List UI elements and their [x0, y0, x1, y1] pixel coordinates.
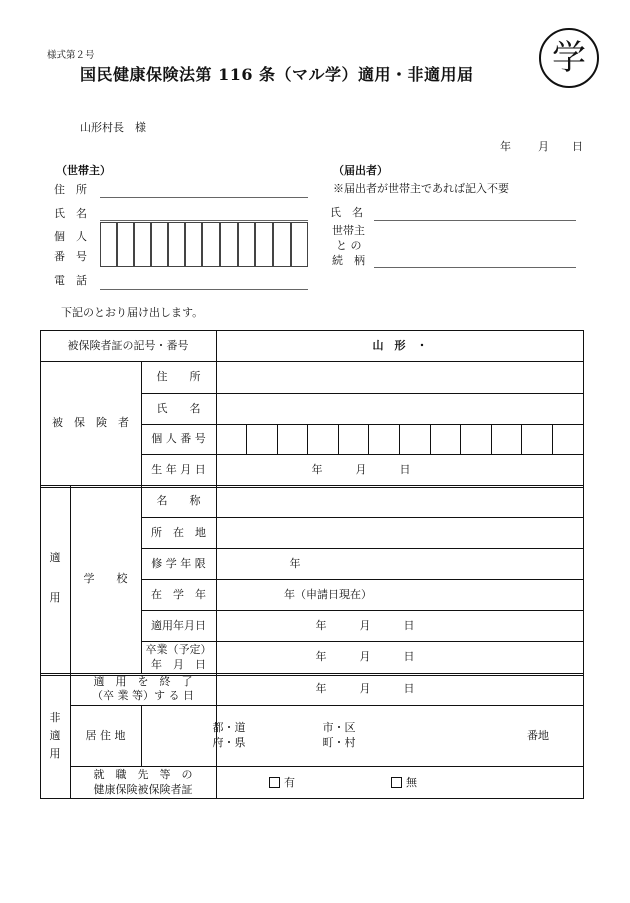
insurance-number-value[interactable]: 山 形 ・ [372, 338, 428, 352]
prefecture-label-1: 都・道 [212, 721, 246, 735]
householder-phone-field[interactable] [100, 289, 308, 290]
digit-divider [552, 424, 553, 454]
householder-id-label-2: 番 号 [54, 250, 87, 263]
digit-box[interactable] [185, 222, 202, 267]
city-label [314, 720, 364, 752]
no-option[interactable] [384, 766, 424, 799]
end-date-label [70, 673, 216, 705]
digit-divider [368, 424, 369, 454]
no-label: 無 [406, 775, 417, 789]
householder-id-label-1: 個 人 [54, 230, 87, 243]
relationship-field[interactable] [374, 267, 576, 268]
relationship-label-2: と の [336, 239, 362, 252]
employer-insurance-label-1: 就 職 先 等 の [93, 768, 193, 782]
digit-box[interactable] [202, 222, 220, 267]
employer-insurance-label-2: 健康保険被保険者証 [93, 782, 193, 796]
divider [70, 705, 584, 706]
date-month[interactable]: 月 [538, 140, 549, 153]
yes-option[interactable] [262, 766, 302, 799]
non-applicable-char-3: 用 [49, 747, 61, 761]
submitter-note: ※届出者が世帯主であれば記入不要 [333, 182, 509, 195]
insured-birth-label: 生 年 月 日 [151, 462, 206, 476]
graduation-label-2: 年 月 日 [151, 658, 206, 671]
householder-heading: （世帯主） [56, 164, 111, 177]
digit-divider [491, 424, 492, 454]
non-applicable-char-2: 適 [49, 729, 61, 743]
non-applicable-char-1: 非 [49, 711, 61, 725]
insured-personal-number-label: 個 人 番 号 [151, 432, 206, 446]
householder-address-label: 住 所 [54, 183, 87, 196]
householder-name-label: 氏 名 [54, 207, 87, 220]
graduation-value[interactable]: 年 月 日 [315, 650, 415, 664]
employer-insurance-label [70, 766, 216, 799]
digit-box[interactable] [134, 222, 151, 267]
insured-name-label: 氏 名 [156, 401, 201, 415]
digit-divider [277, 424, 278, 454]
digit-box[interactable] [273, 222, 291, 267]
addressee: 山形村長 様 [80, 121, 146, 134]
school-label: 学 校 [83, 572, 128, 586]
date-day[interactable]: 日 [572, 140, 583, 153]
prefecture-label-2: 府・県 [212, 736, 246, 749]
digit-box[interactable] [168, 222, 185, 267]
intro-text: 下記のとおり届け出します。 [61, 306, 204, 319]
school-location-label: 所 在 地 [151, 525, 206, 539]
digit-box[interactable] [255, 222, 273, 267]
form-number: 様式第２号 [47, 50, 95, 61]
insured-label: 被 保 険 者 [52, 416, 129, 430]
digit-box[interactable] [117, 222, 134, 267]
graduation-label [141, 641, 216, 673]
apply-date-value[interactable]: 年 月 日 [315, 618, 415, 632]
submitter-name-label: 氏 名 [330, 206, 363, 219]
householder-name-field[interactable] [100, 220, 308, 221]
banchi-label: 番地 [527, 729, 549, 743]
insured-birth-value[interactable]: 年 月 日 [311, 462, 411, 476]
grade-value[interactable]: 年（申請日現在） [284, 587, 372, 601]
apply-date-label: 適用年月日 [151, 618, 206, 632]
digit-box[interactable] [220, 222, 238, 267]
digit-divider [399, 424, 400, 454]
end-date-value[interactable]: 年 月 日 [315, 682, 415, 696]
insurance-number-label: 被保険者証の記号・番号 [67, 338, 189, 352]
digit-box[interactable] [238, 222, 255, 267]
digit-box[interactable] [291, 222, 308, 267]
digit-divider [307, 424, 308, 454]
digit-divider [460, 424, 461, 454]
householder-phone-label: 電 話 [54, 274, 87, 287]
applicable-char-2: 用 [49, 591, 61, 605]
applicable-char-1: 適 [49, 551, 61, 565]
city-label-1: 市・区 [322, 721, 356, 735]
digit-divider [430, 424, 431, 454]
study-years-label: 修 学 年 限 [151, 556, 206, 570]
yes-checkbox[interactable] [269, 777, 280, 788]
digit-box[interactable] [100, 222, 117, 267]
graduation-label-1: 卒業（予定） [145, 642, 212, 656]
digit-divider [246, 424, 247, 454]
no-checkbox[interactable] [391, 777, 402, 788]
digit-box[interactable] [151, 222, 168, 267]
school-name-label: 名 称 [156, 494, 201, 508]
relationship-label-1: 世帯主 [332, 224, 365, 237]
digit-divider [338, 424, 339, 454]
grade-label: 在 学 年 [151, 587, 206, 601]
form-title: 国民健康保険法第 116 条（マル学）適用・非適用届 [80, 65, 474, 84]
yes-label: 有 [284, 775, 295, 789]
submitter-heading: （届出者） [333, 164, 388, 177]
householder-address-field[interactable] [100, 197, 308, 198]
study-years-value[interactable]: 年 [289, 556, 301, 570]
city-label-2: 町・村 [322, 736, 356, 749]
insured-address-label: 住 所 [156, 370, 201, 384]
relationship-label-3: 続 柄 [332, 254, 365, 267]
digit-divider [521, 424, 522, 454]
end-date-label-1: 適 用 を 終 了 [93, 675, 193, 689]
date-year[interactable]: 年 [500, 140, 511, 153]
end-date-label-2: （卒 業 等）す る 日 [92, 689, 194, 702]
prefecture-label [204, 720, 254, 752]
submitter-name-field[interactable] [374, 220, 576, 221]
gaku-stamp: 学 [539, 28, 599, 88]
residence-label: 居 住 地 [85, 728, 126, 742]
col-divider [141, 705, 142, 766]
